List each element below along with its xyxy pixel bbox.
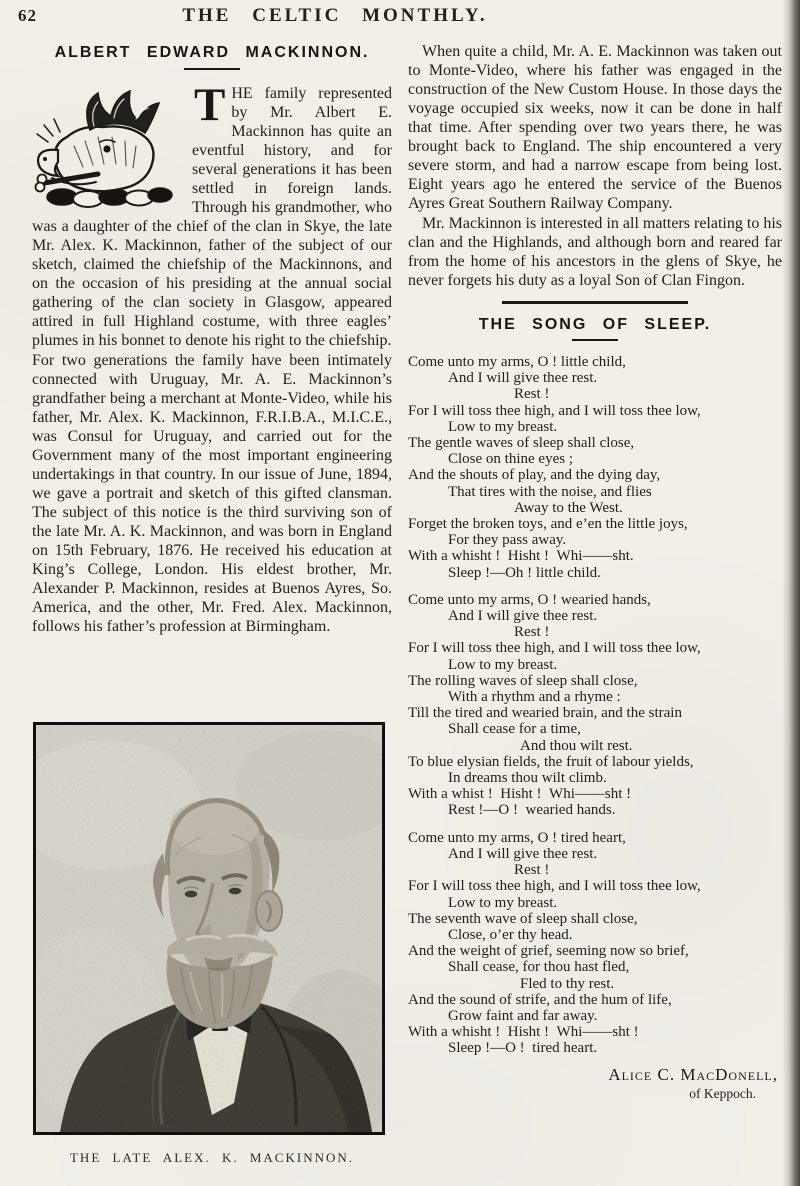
- poem-line: Low to my breast.: [448, 656, 558, 673]
- poem-line: Forget the broken toys, and e’en the little joys,: [408, 516, 688, 533]
- poem-line: For I will toss thee high, and I will toss thee low,: [408, 878, 701, 895]
- article-title: ALBERT EDWARD MACKINNON.: [54, 44, 370, 61]
- poem-line: Rest !: [514, 624, 550, 641]
- article-paragraph-4: Mr. Mackinnon is interested in all matters relating to his clan and the Highlands, and although born and reared far from the home of his ancestors in the glens of Skye, he never forgets his duty as a loyal Son of Clan Fingon.: [408, 215, 782, 289]
- poem-signature: [408, 1065, 782, 1102]
- page-number: 62: [18, 6, 37, 25]
- crest-drawing: [32, 86, 184, 212]
- boar-head-crest-icon: [32, 86, 184, 212]
- poem-line: Fled to thy rest.: [520, 975, 615, 992]
- article-paragraph-3: When quite a child, Mr. A. E. Mackinnon was taken out to Monte-Video, where his father was engaged in the construction of the New Custom House. In those days the voyage occupied six weeks, now it can be done in half that time. After spending over two years there, he was brought back to England. The ship encountered a very severe storm, and had a narrow escape from being lost. Eight years ago he entered the service of the Buenos Ayres Great Southern Railway Company.: [408, 43, 782, 212]
- poem-line: And I will give thee rest.: [448, 370, 598, 387]
- poem-line: Come unto my arms, O ! wearied hands,: [408, 591, 651, 608]
- drop-cap-letter: T: [194, 79, 226, 131]
- poem-line: Rest !: [514, 862, 550, 879]
- poem-line: And I will give thee rest.: [448, 845, 598, 862]
- poem-line: The rolling waves of sleep shall close,: [408, 672, 638, 689]
- poem-stanza: [408, 354, 782, 581]
- poem-line: For I will toss thee high, and I will toss thee low,: [408, 402, 701, 419]
- poem-line: Rest !: [514, 386, 550, 403]
- poem-line: In dreams thou wilt climb.: [448, 770, 607, 787]
- poem-author: Alice C. MacDonell,: [608, 1064, 778, 1084]
- portrait-drawing: [36, 725, 382, 1132]
- right-column: [408, 42, 782, 1102]
- left-column: [32, 44, 392, 1165]
- poem-line: Sleep !—O ! tired heart.: [448, 1040, 598, 1057]
- poem-line: The seventh wave of sleep shall close,: [408, 910, 638, 927]
- section-divider-rule: [502, 301, 688, 304]
- article-title-rule: [184, 68, 240, 70]
- paragraph-1-text: HE family represented by Mr. Albert E. Mackinnon has quite an eventful history, and for several generations it has been settled in foreign lands. Through his grandmother, who was a daughter of the chief of the clan in Skye, the late Mr. Alex. K. Mackinnon, father of the subject of our sketch, claimed the chiefship of the Mackinnons, and on the occasion of his presiding at the annual social gathering of the clan society in Glasgow, appeared attired in full Highland costume, with three eagles’ plumes in his bonnet to denote his right to the chiefship.: [32, 85, 392, 349]
- poem-line: Close, o’er thy head.: [448, 926, 573, 943]
- journal-title: THE CELTIC MONTHLY.: [182, 5, 488, 26]
- poem-stanza: [408, 592, 782, 819]
- poem-line: The gentle waves of sleep shall close,: [408, 435, 635, 452]
- poem-line: And the weight of grief, seeming now so brief,: [408, 943, 689, 960]
- poem-line: Shall cease for a time,: [448, 721, 581, 738]
- poem-line: Low to my breast.: [448, 418, 558, 435]
- poem-line: Away to the West.: [514, 499, 623, 516]
- poem-line: Come unto my arms, O ! tired heart,: [408, 829, 626, 846]
- poem-line: To blue elysian fields, the fruit of labour yields,: [408, 753, 694, 770]
- poem-stanzas: [408, 354, 782, 1057]
- poem-line: With a whist ! Hisht ! Whi——sht !: [408, 786, 632, 803]
- poem-stanza: [408, 830, 782, 1057]
- poem-line: Till the tired and wearied brain, and the strain: [408, 705, 682, 722]
- poem-line: Come unto my arms, O ! little child,: [408, 354, 626, 370]
- poem-line: For they pass away.: [448, 532, 567, 549]
- poem-line: Grow faint and far away.: [448, 1007, 598, 1024]
- poem-line: That tires with the noise, and flies: [448, 483, 652, 500]
- poem-line: Shall cease, for thou hast fled,: [448, 959, 630, 976]
- poem-title: THE SONG OF SLEEP.: [478, 316, 712, 333]
- poem-title-rule: [572, 339, 618, 341]
- portrait-photograph: [33, 722, 385, 1135]
- poem-line: With a rhythm and a rhyme :: [448, 689, 621, 706]
- poem-line: And the shouts of play, and the dying day,: [408, 467, 661, 484]
- poem-line: And I will give thee rest.: [448, 608, 598, 625]
- poem-line: Close on thine eyes ;: [448, 451, 573, 468]
- poem-line: And thou wilt rest.: [520, 737, 633, 754]
- poem-line: Rest !—O ! wearied hands.: [448, 802, 616, 819]
- poem-line: And the sound of strife, and the hum of life,: [408, 991, 672, 1008]
- poem-line: With a whisht ! Hisht ! Whi——sht !: [408, 1024, 639, 1041]
- article-paragraph-2: For two generations the family have been intimately connected with Uruguay, Mr. A. E. Mackinnon’s grandfather being a merchant at Monte-Video, while his father, Mr. Alex. K. Mackinnon, F.R.I.B.A., M.I.C.E., was Consul for Uruguay, and carried out for the Government many of the most important engineering undertakings in that country. In our issue of June, 1894, we gave a portrait and sketch of this gifted clansman. The subject of this notice is the third surviving son of the late Mr. A. K. Mackinnon, and was born in England on 15th February, 1876. He received his education at King’s College, London. His eldest brother, Mr. Alexander P. Mackinnon, resides at Buenos Ayres, So. America, and the other, Mr. Fred. Alex. Mackinnon, follows his father’s profession at Birmingham.: [32, 352, 392, 635]
- page-edge-shadow: [782, 0, 800, 1186]
- poem-line: With a whisht ! Hisht ! Whi——sht.: [408, 548, 634, 565]
- photo-caption: THE LATE ALEX. K. MACKINNON.: [69, 1150, 354, 1165]
- poem-line: Low to my breast.: [448, 894, 558, 911]
- poem-line: For I will toss thee high, and I will toss thee low,: [408, 640, 701, 657]
- article-paragraph-1: [32, 79, 392, 350]
- portrait-figure: [32, 722, 392, 1166]
- poem-line: Sleep !—Oh ! little child.: [448, 564, 601, 581]
- poem-author-place: of Keppoch.: [689, 1085, 756, 1101]
